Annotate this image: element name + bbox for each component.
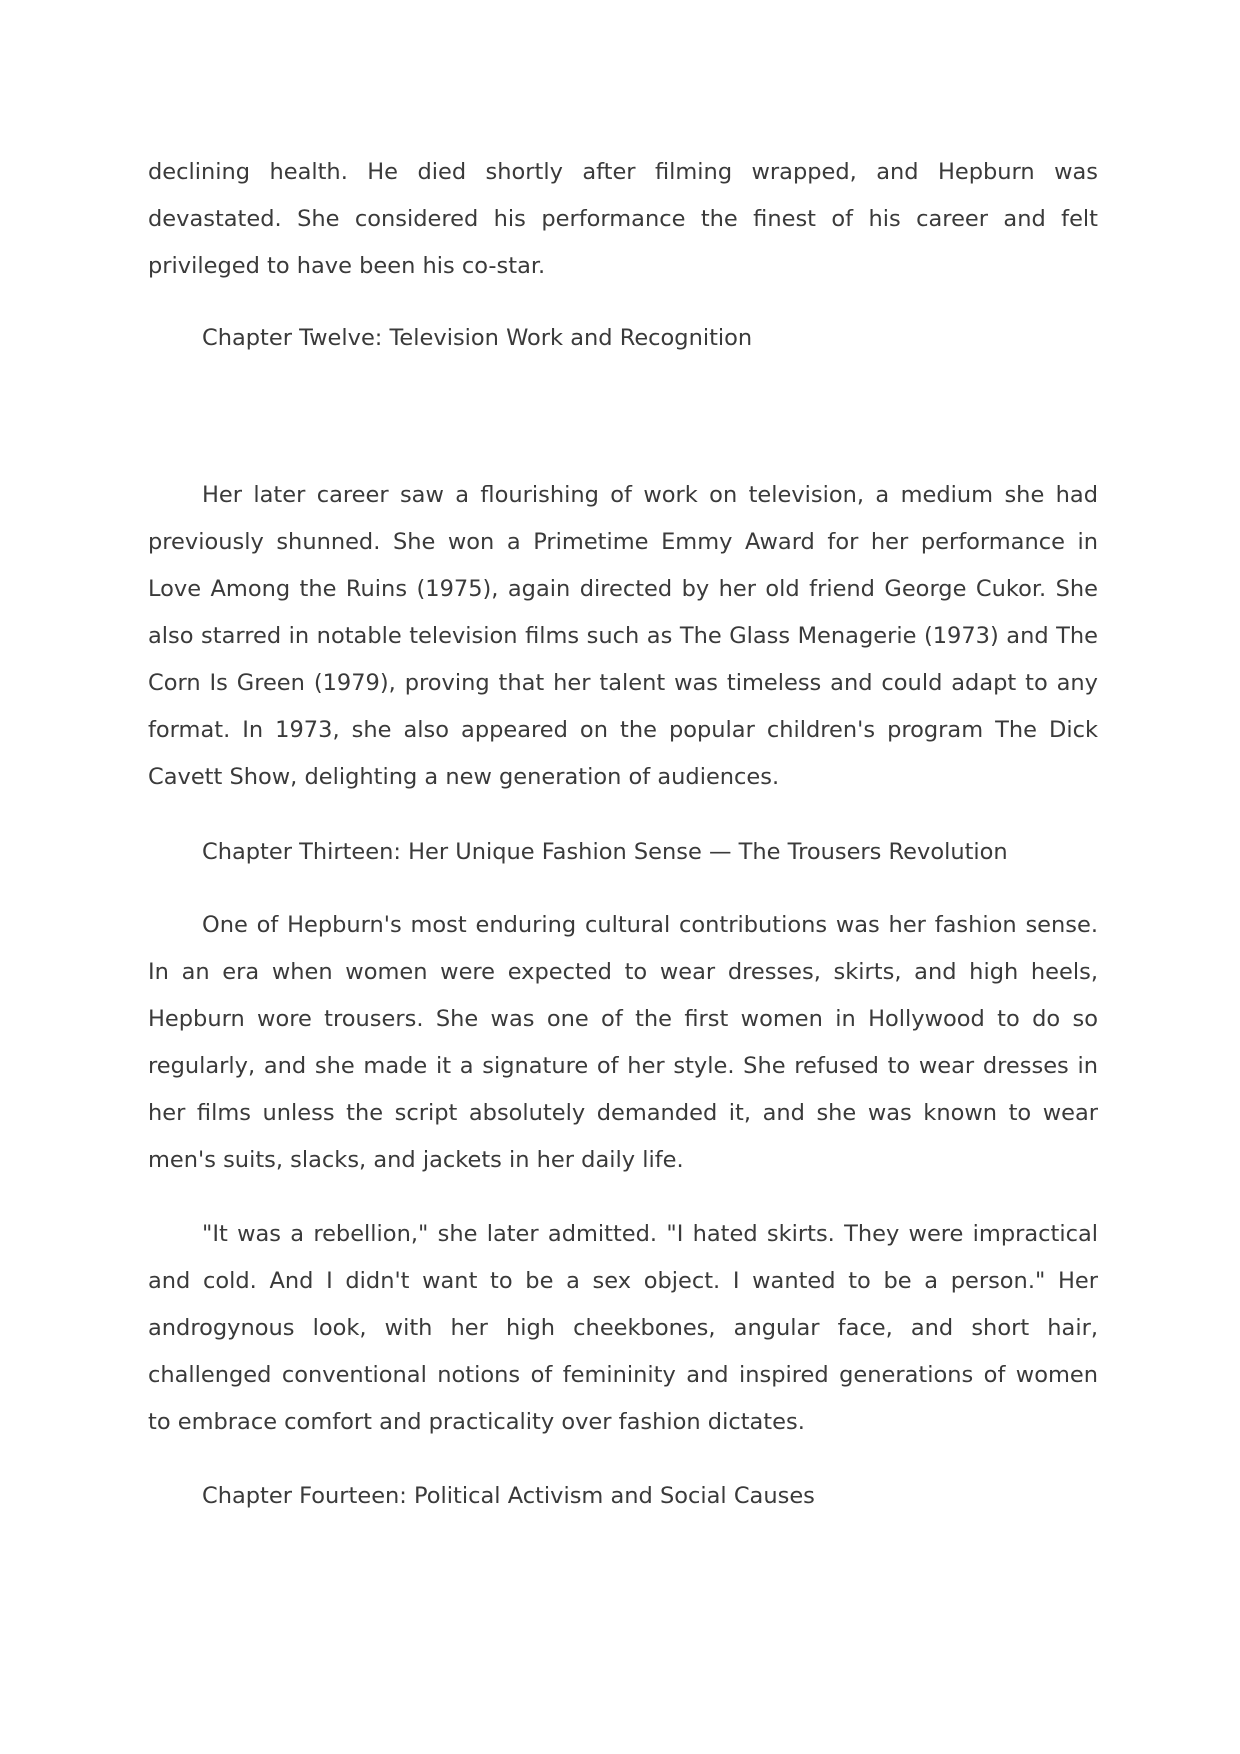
chapter-fourteen-heading: Chapter Fourteen: Political Activism and Social Causes [202,1483,815,1509]
chapter-thirteen-heading: Chapter Thirteen: Her Unique Fashion Sense — The Trousers Revolution [202,839,1008,865]
chapter-twelve-heading: Chapter Twelve: Television Work and Recognition [202,325,753,351]
paragraph-fashion-sense: One of Hepburn's most enduring cultural contributions was her fashion sense. In an era when women were expected to wear dresses, skirts, and high heels, Hepburn wore trousers. She was one of the first women in Hollywood to do so regularly, and she made it a signature of her style. She refused to wear dresses in her films unless the script absolutely demanded it, and she was known to wear men's suits, slacks, and jackets in her daily life. [148,912,1098,1173]
paragraph-continuation: declining health. He died shortly after filming wrapped, and Hepburn was devastated. She considered his performance the finest of his career and felt privileged to have been his co-star. [148,159,1098,279]
paragraph-rebellion-quote: "It was a rebellion," she later admitted. "I hated skirts. They were impractical and cold. And I didn't want to be a sex object. I wanted to be a person." Her androgynous look, with her high cheekbones, angular face, and short hair, challenged conventional notions of femininity and inspired generations of women to embrace comfort and practicality over fashion dictates. [148,1221,1098,1435]
paragraph-television-work: Her later career saw a flourishing of work on television, a medium she had previously shunned. She won a Primetime Emmy Award for her performance in Love Among the Ruins (1975), again directed by her old friend George Cukor. She also starred in notable television films such as The Glass Menagerie (1973) and The Corn Is Green (1979), proving that her talent was timeless and could adapt to any format. In 1973, she also appeared on the popular children's program The Dick Cavett Show, delighting a new generation of audiences. [148,482,1098,790]
